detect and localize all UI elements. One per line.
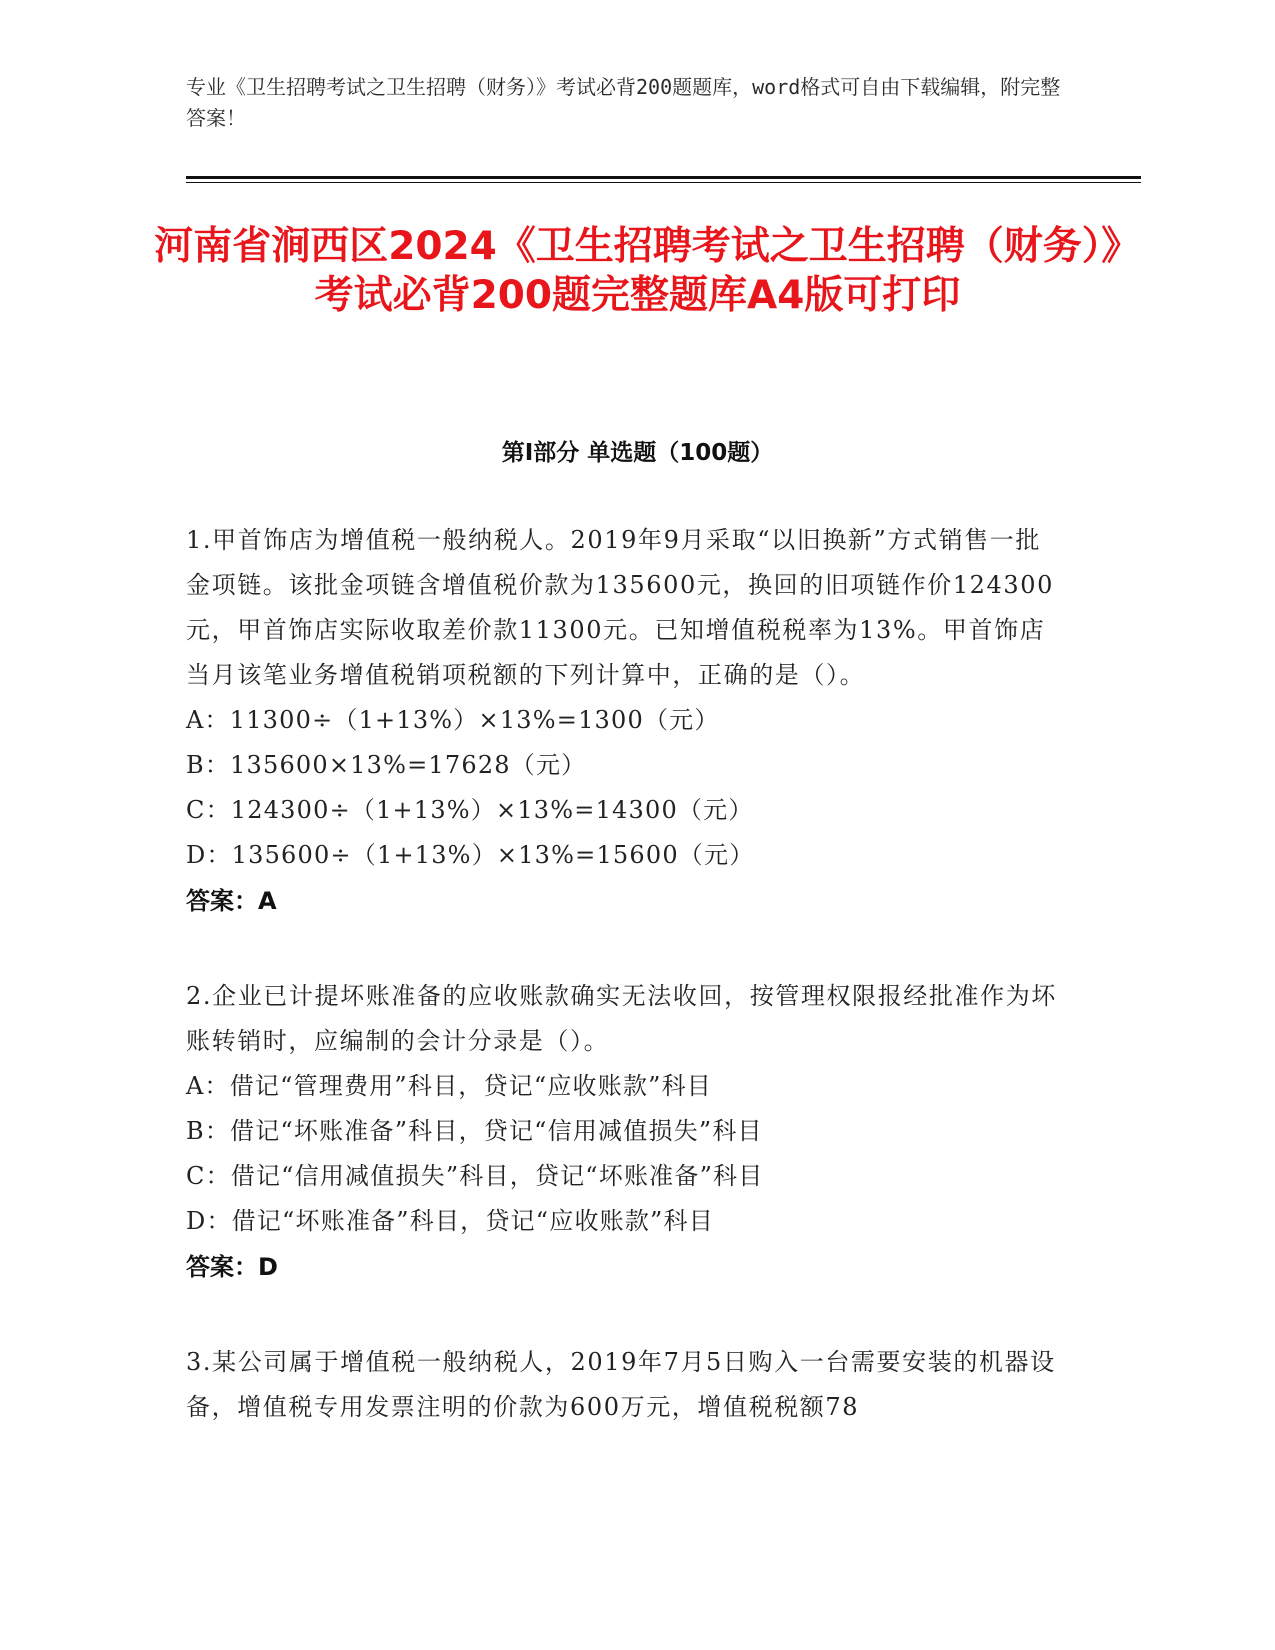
section-title: 第Ⅰ部分 单选题（100题）: [501, 440, 774, 466]
question-1: [186, 518, 1066, 924]
question-2: [186, 974, 1066, 1290]
header-note: 专业《卫生招聘考试之卫生招聘（财务）》考试必背200题题库，word格式可自由下载编辑，附完整答案！: [186, 75, 1061, 130]
question-3: [186, 1340, 1066, 1430]
answer: 答案：D: [186, 1253, 278, 1281]
option-c: C：借记“信用减值损失”科目，贷记“坏账准备”科目: [186, 1162, 764, 1190]
option-d: D：借记“坏账准备”科目，贷记“应收账款”科目: [186, 1207, 714, 1235]
header-divider-thin: [186, 182, 1141, 183]
answer: 答案：A: [186, 887, 277, 915]
option-a: A：借记“管理费用”科目，贷记“应收账款”科目: [186, 1072, 713, 1100]
question-list: [186, 518, 1066, 1480]
option-b: B：135600×13%=17628（元）: [186, 751, 587, 779]
header-divider: [186, 176, 1141, 179]
question-stem: 1.甲首饰店为增值税一般纳税人。2019年9月采取“以旧换新”方式销售一批金项链。该批金项链含增值税价款为135600元，换回的旧项链作价124300元，甲首饰店实际收取差价款11300元。已知增值税税率为13%。甲首饰店当月该笔业务增值税销项税额的下列计算中，正确的是（）。: [186, 526, 1055, 689]
option-d: D：135600÷（1+13%）×13%=15600（元）: [186, 841, 755, 869]
option-a: A：11300÷（1+13%）×13%=1300（元）: [186, 706, 720, 734]
question-stem: 3.某公司属于增值税一般纳税人，2019年7月5日购入一台需要安装的机器设备，增值税专用发票注明的价款为600万元，增值税税额78: [186, 1348, 1056, 1421]
option-c: C：124300÷（1+13%）×13%=14300（元）: [186, 796, 754, 824]
document-title: 河南省涧西区2024《卫生招聘考试之卫生招聘（财务）》考试必背200题完整题库A4版可打印: [154, 224, 1121, 318]
option-b: B：借记“坏账准备”科目，贷记“信用减值损失”科目: [186, 1117, 763, 1145]
question-stem: 2.企业已计提坏账准备的应收账款确实无法收回，按管理权限报经批准作为坏账转销时，应编制的会计分录是（）。: [186, 982, 1057, 1055]
